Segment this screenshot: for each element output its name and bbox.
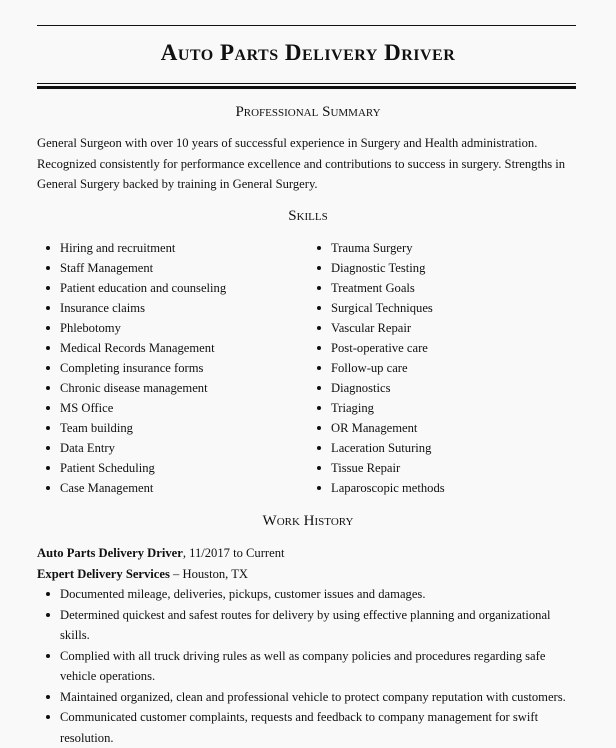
title-rule-thick [37,86,576,89]
skill-item: OR Management [308,418,445,438]
skill-item: Medical Records Management [37,338,226,358]
job-entry [37,543,582,748]
title-rule [37,83,576,84]
skill-item: Follow-up care [308,358,445,378]
skill-item: Patient education and counseling [37,278,226,298]
skills-list-left [37,238,226,498]
skill-item: Chronic disease management [37,378,226,398]
skill-item: Vascular Repair [308,318,445,338]
duty-item: Documented mileage, deliveries, pickups, customer issues and damages. [37,584,582,605]
skill-item: Completing insurance forms [37,358,226,378]
skill-item: Laparoscopic methods [308,478,445,498]
work-history-heading: Work History [262,513,354,529]
skills-heading: Skills [288,208,328,224]
skill-item: Laceration Suturing [308,438,445,458]
duty-item: Communicated customer complaints, requests and feedback to company management for swift resolution. [37,707,582,748]
skill-item: Diagnostics [308,378,445,398]
summary-text: General Surgeon with over 10 years of successful experience in Surgery and Health administration. Recognized consistently for performance excellence and contributions to success in surgery. Strengths in General Surgery backed by training in General Surgery. [37,136,566,191]
company-name: Expert Delivery Services [37,566,170,581]
skill-item: Patient Scheduling [37,458,226,478]
duty-item: Determined quickest and safest routes for delivery by using effective planning and organizational skills. [37,605,582,646]
skill-item: Surgical Techniques [308,298,445,318]
skill-item: MS Office [37,398,226,418]
company-line [37,564,582,585]
top-rule [37,25,576,26]
skill-item: Diagnostic Testing [308,258,445,278]
skill-item: Data Entry [37,438,226,458]
resume-title: Auto Parts Delivery Driver [160,40,456,65]
company-location: – Houston, TX [169,566,249,581]
skill-item: Case Management [37,478,226,498]
duty-item: Complied with all truck driving rules as well as company policies and procedures regarding safe vehicle operations. [37,646,582,687]
skill-item: Treatment Goals [308,278,445,298]
skill-item: Staff Management [37,258,226,278]
duties-list [37,584,582,748]
skill-item: Team building [37,418,226,438]
job-title: Auto Parts Delivery Driver [37,546,183,560]
skill-item: Phlebotomy [37,318,226,338]
skill-item: Post-operative care [308,338,445,358]
summary-heading: Professional Summary [235,104,381,120]
job-title-line [37,543,582,564]
skill-item: Tissue Repair [308,458,445,478]
skill-item: Triaging [308,398,445,418]
skill-item: Trauma Surgery [308,238,445,258]
skill-item: Insurance claims [37,298,226,318]
job-dates: , 11/2017 to Current [182,546,285,560]
duty-item: Maintained organized, clean and professional vehicle to protect company reputation with customers. [37,687,582,708]
skill-item: Hiring and recruitment [37,238,226,258]
skills-list-right [308,238,445,498]
